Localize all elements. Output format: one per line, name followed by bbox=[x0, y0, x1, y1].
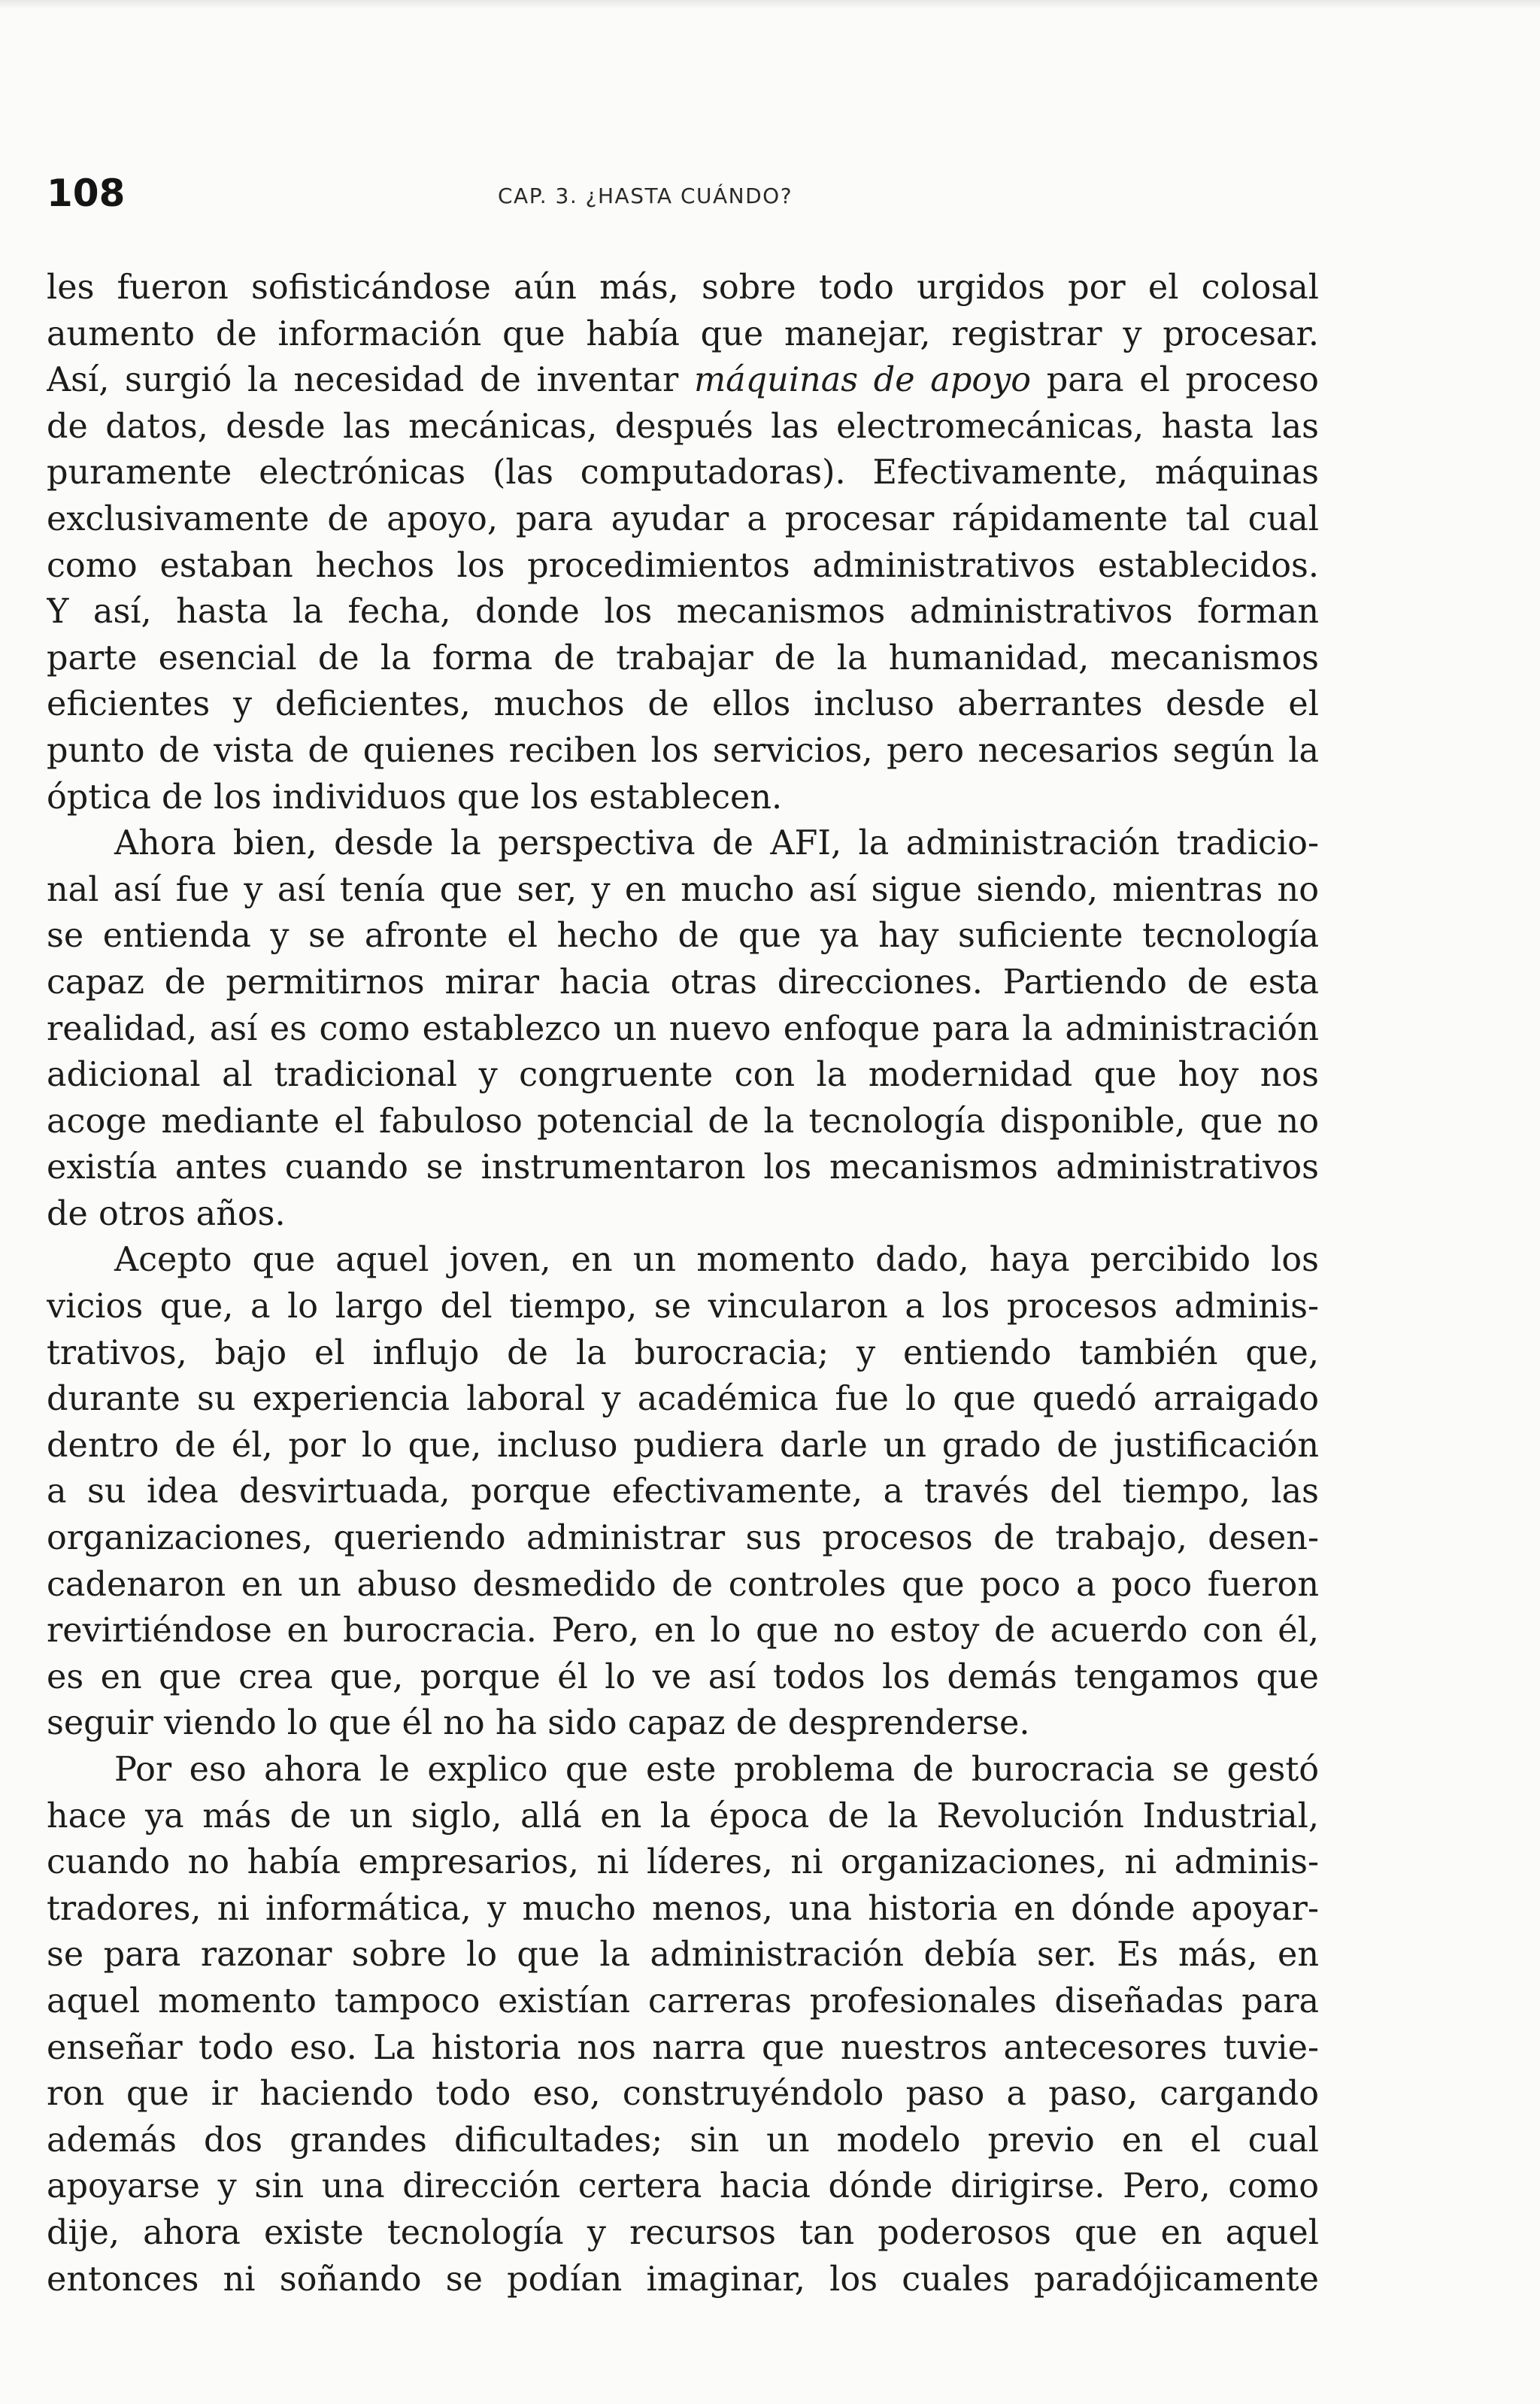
text-line: se entienda y se afronte el hecho de que ya hay suficiente tecnología bbox=[47, 917, 1319, 956]
text-line: Ahora bien, desde la perspectiva de AFI, la administración tradicio- bbox=[114, 824, 1319, 863]
text-line: Y así, hasta la fecha, donde los mecanismos administrativos forman bbox=[47, 593, 1319, 632]
text-line: organizaciones, queriendo administrar sus procesos de trabajo, desen- bbox=[47, 1519, 1319, 1558]
text-line: se para razonar sobre lo que la administración debía ser. Es más, en bbox=[47, 1936, 1319, 1975]
text-line: óptica de los individuos que los establecen. bbox=[47, 778, 783, 817]
text-line: les fueron sofisticándose aún más, sobre todo urgidos por el colosal bbox=[47, 268, 1319, 307]
text-line: además dos grandes dificultades; sin un modelo previo en el cual bbox=[47, 2121, 1319, 2160]
text-fragment: para el proceso bbox=[1046, 361, 1319, 400]
text-line: nal así fue y así tenía que ser, y en mucho así sigue siendo, mientras no bbox=[47, 870, 1319, 909]
text-fragment: Así, surgió la necesidad de inventar bbox=[47, 361, 679, 400]
page-header bbox=[47, 171, 1340, 224]
text-line: realidad, así es como establezco un nuevo enfoque para la administración bbox=[47, 1009, 1319, 1048]
text-line bbox=[47, 357, 1319, 404]
text-line: durante su experiencia laboral y académica fue lo que quedó arraigado bbox=[47, 1380, 1319, 1419]
text-line: cuando no había empresarios, ni líderes, ni organizaciones, ni adminis- bbox=[47, 1843, 1319, 1882]
text-line: revirtiéndose en burocracia. Pero, en lo que no estoy de acuerdo con él, bbox=[47, 1611, 1319, 1651]
text-line: apoyarse y sin una dirección certera hacia dónde dirigirse. Pero, como bbox=[47, 2167, 1319, 2206]
running-head: CAP. 3. ¿HASTA CUÁNDO? bbox=[498, 183, 793, 208]
text-line: cadenaron en un abuso desmedido de controles que poco a poco fueron bbox=[47, 1565, 1319, 1604]
text-line: ron que ir haciendo todo eso, construyéndolo paso a paso, cargando bbox=[47, 2075, 1319, 2114]
text-line: existía antes cuando se instrumentaron los mecanismos administrativos bbox=[47, 1148, 1319, 1187]
text-line: adicional al tradicional y congruente con la modernidad que hoy nos bbox=[47, 1056, 1319, 1095]
text-line: seguir viendo lo que él no ha sido capaz de desprenderse. bbox=[47, 1704, 1030, 1743]
text-line: Por eso ahora le explico que este problema de burocracia se gestó bbox=[114, 1751, 1319, 1789]
emphasis-text: máquinas de apoyo bbox=[693, 361, 1032, 400]
text-line: acoge mediante el fabuloso potencial de la tecnología disponible, que no bbox=[47, 1102, 1319, 1141]
text-line: Acepto que aquel joven, en un momento dado, haya percibido los bbox=[114, 1241, 1319, 1280]
text-line: a su idea desvirtuada, porque efectivamente, a través del tiempo, las bbox=[47, 1472, 1319, 1511]
text-line: capaz de permitirnos mirar hacia otras direcciones. Partiendo de esta bbox=[47, 963, 1319, 1002]
text-line: vicios que, a lo largo del tiempo, se vincularon a los procesos adminis- bbox=[47, 1287, 1319, 1326]
text-line: dije, ahora existe tecnología y recursos tan poderosos que en aquel bbox=[47, 2213, 1319, 2252]
text-line: de otros años. bbox=[47, 1194, 286, 1233]
text-line: eficientes y deficientes, muchos de ellos incluso aberrantes desde el bbox=[47, 685, 1319, 724]
text-line: puramente electrónicas (las computadoras). Efectivamente, máquinas bbox=[47, 453, 1319, 493]
text-line: como estaban hechos los procedimientos administrativos establecidos. bbox=[47, 546, 1319, 585]
text-line: entonces ni soñando se podían imaginar, los cuales paradójicamente bbox=[47, 2260, 1319, 2299]
text-line: dentro de él, por lo que, incluso pudiera darle un grado de justificación bbox=[47, 1426, 1319, 1465]
text-line: parte esencial de la forma de trabajar de la humanidad, mecanismos bbox=[47, 638, 1319, 678]
text-line: punto de vista de quienes reciben los servicios, pero necesarios según la bbox=[47, 731, 1319, 770]
text-line: de datos, desde las mecánicas, después las electromecánicas, hasta las bbox=[47, 407, 1319, 446]
text-line: exclusivamente de apoyo, para ayudar a procesar rápidamente tal cual bbox=[47, 499, 1319, 538]
text-line: es en que crea que, porque él lo ve así todos los demás tengamos que bbox=[47, 1657, 1319, 1696]
page-number: 108 bbox=[47, 171, 126, 215]
text-line: tradores, ni informática, y mucho menos, una historia en dónde apoyar- bbox=[47, 1889, 1319, 1928]
body-text bbox=[47, 265, 1319, 2302]
text-line: aquel momento tampoco existían carreras profesionales diseñadas para bbox=[47, 1981, 1319, 2021]
text-line: hace ya más de un siglo, allá en la época de la Revolución Industrial, bbox=[47, 1796, 1319, 1836]
scan-edge bbox=[0, 0, 1540, 9]
text-line: trativos, bajo el influjo de la burocracia; y entiendo también que, bbox=[47, 1333, 1319, 1372]
text-line: aumento de información que había que manejar, registrar y procesar. bbox=[47, 314, 1319, 353]
text-line: enseñar todo eso. La historia nos narra que nuestros antecesores tuvie- bbox=[47, 2028, 1319, 2067]
